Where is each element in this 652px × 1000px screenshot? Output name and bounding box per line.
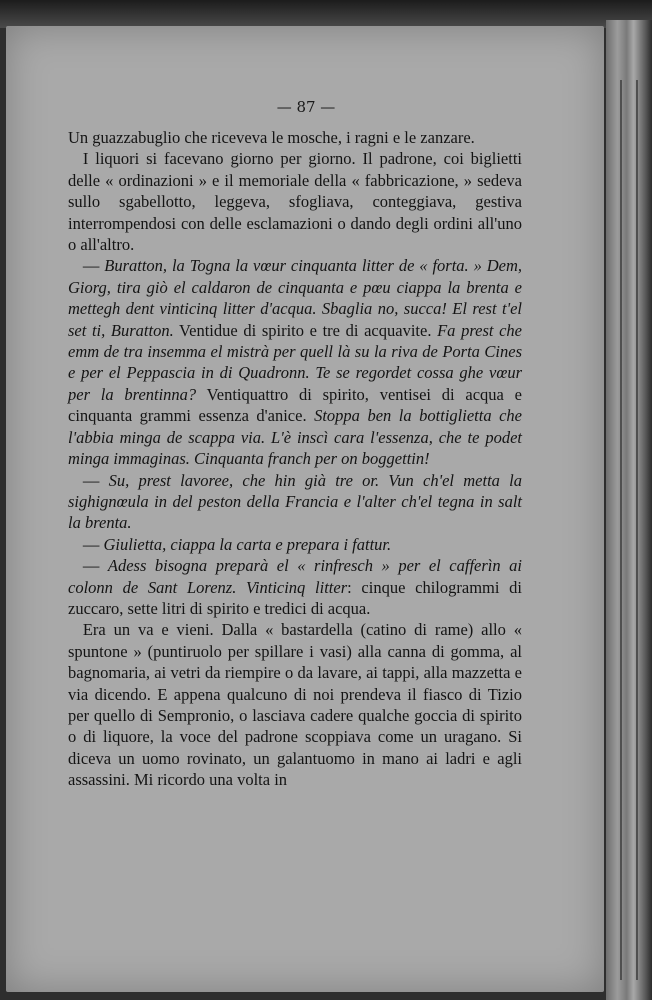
paragraph <box>68 127 522 148</box>
dialect-text-segment: Stoppa ben la bottiglietta che l'abbia minga de scappa via. L'è inscì cara l'essenza, che te podet minga immaginas. Cinquanta franch per on boggettin! <box>68 406 522 469</box>
dialect-text-segment: Su, prest lavoree, che hin già tre or. Vun ch'el metta la sighignœula in del peston della Francia e l'alter ch'el tegna in salt la brenta. <box>68 470 523 533</box>
paragraph <box>68 470 522 534</box>
text-segment: Un guazzabuglio che riceveva le mosche, i ragni e le zanzare. <box>68 128 475 147</box>
text-segment: : cinque chilogrammi di zuccaro, sette litri di spirito e tredici di acqua. <box>68 577 522 618</box>
text-segment: Ventidue di spirito e tre di acquavite. <box>173 320 438 340</box>
paragraph <box>68 555 522 619</box>
text-segment: — <box>82 534 104 554</box>
paragraph <box>68 619 522 790</box>
paragraph <box>68 534 522 555</box>
book-page <box>6 26 604 992</box>
paragraph <box>68 148 522 255</box>
book-binding-gutter <box>606 20 652 1000</box>
page-body-text <box>68 127 522 791</box>
dialect-text-segment: Giulietta, ciappa la carta e prepara i fattur. <box>103 534 392 554</box>
binding-crease <box>636 80 638 980</box>
binding-crease <box>620 80 622 980</box>
page-number: — 87 — <box>276 98 336 116</box>
text-segment: — <box>82 556 108 576</box>
book-top-edge <box>0 0 652 28</box>
dialect-text-segment: Buratton, la Togna la vœur cinquanta litter de « forta. » Dem, Giorg, tira giò el caldaron de cinquanta e pœu ciappa la brenta e mettegh dent vinticinq litter d'acqua. Sbaglia no, succa! El rest t'el set ti, Buratton. <box>68 256 523 340</box>
text-segment: — <box>82 470 109 490</box>
text-segment: I liquori si facevano giorno per giorno. Il padrone, coi biglietti delle « ordinazioni » e il memoriale della « fabbricazione, » sedeva sullo sgabellotto, leggeva, sfogliava, conteggiava, gestiva interrompendosi con delle esclamazioni o dando degli ordini all'uno o all'altro. <box>68 149 522 255</box>
text-segment: Era un va e vieni. Dalla « bastardella (catino di rame) allo « spuntone » (puntiruolo per spillare i vasi) alla canna di gomma, al bagnomaria, ai vetri da riempire o da lavare, ai tappi, alla mazzetta e via dicendo. E appena qualcuno di noi prendeva il fiasco di Tizio per quello di Sempronio, o lasciava cadere qualche goccia di spirito o di liquore, la voce del padrone scoppiava come un uragano. Si diceva un uomo rovinato, un galantuomo in mano ai ladri e agli assassini. Mi ricordo una volta in <box>68 620 522 790</box>
paragraph <box>68 255 522 469</box>
dialect-text-segment: Adess bisogna preparà el « rinfresch » per el cafferìn ai colonn de Sant Lorenz. Vinticinq litter <box>68 556 522 597</box>
dialect-text-segment: Fa prest che emm de tra insemma el mistrà per quell là su la riva de Porta Cines e per el Peppascia in di Quadronn. Te se regordet cossa ghe vœur per la brentinna? <box>68 320 522 404</box>
text-segment: — <box>82 256 105 276</box>
text-segment: Ventiquattro di spirito, ventisei di acqua e cinquanta grammi essenza d'anice. <box>68 384 522 426</box>
